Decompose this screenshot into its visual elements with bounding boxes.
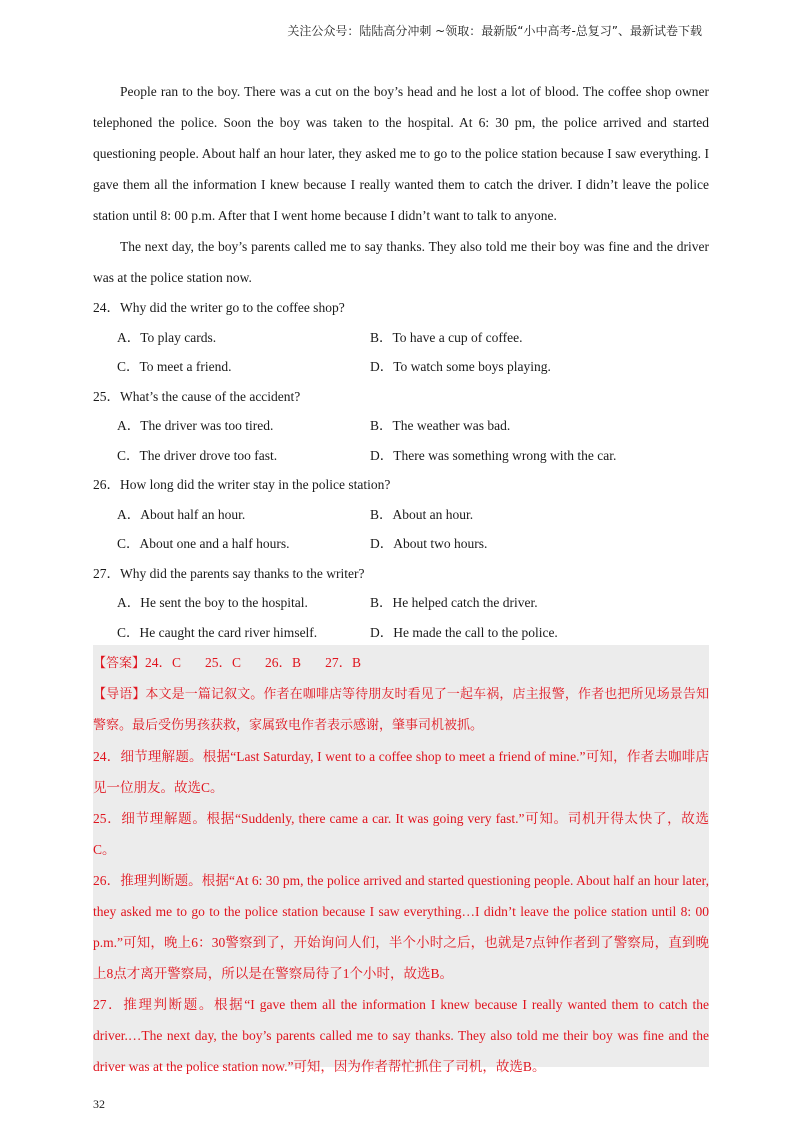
passage-paragraph-1: People ran to the boy. There was a cut on the boy’s head and he lost a lot of blood. The coffee shop owner telephoned the police. Soon the boy was taken to the hospital. At 6: 30 pm, the police arrived and started questioning people. About half an hour later, they asked me to go to the police station because I saw everything. I gave them all the information I knew because I really wanted them to catch the driver. I didn’t leave the police station until 8: 00 p.m. After that I went home because I didn’t want to talk to anyone. (93, 84, 709, 223)
passage-paragraph-2: The next day, the boy’s parents called me to say thanks. They also told me their boy was fine and the driver was at the police station now. (93, 239, 709, 285)
answer-key: 24．C (145, 655, 182, 670)
question-26 (93, 470, 709, 559)
option-d: D．About two hours. (370, 536, 488, 551)
question-stem: 25．What’s the cause of the accident? (93, 388, 301, 404)
option-a: A．He sent the boy to the hospital. (117, 595, 308, 610)
option-c: C．To meet a friend. (117, 359, 232, 374)
option-b: B．He helped catch the driver. (370, 595, 538, 610)
page-number: 32 (93, 1097, 105, 1111)
option-b: B．The weather was bad. (370, 418, 511, 433)
explanation-27: 27．推理判断题。根据“I gave them all the information I knew because I really wanted them to catch the driver.…The next day, the boy’s parents called me to say thanks. They also told me their boy was fine and the driver was at the police station now.”可知，因为作者帮忙抓住了司机，故选B。 (93, 997, 709, 1074)
explanation-26: 26．推理判断题。根据“At 6: 30 pm, the police arrived and started questioning people. About half an hour later, they asked me to go to the police station because I saw everything…I didn’t leave the police station until 8: 00 p.m.”可知，晚上6：30警察到了，开始询问人们，半个小时之后，也就是7点钟作者到了警察局，直到晚上8点才离开警察局，所以是在警察局待了1个小时，故选B。 (93, 873, 709, 981)
answer-section (93, 645, 709, 1074)
answer-key: 27．B (325, 655, 362, 670)
question-stem: 26．How long did the writer stay in the police station? (93, 477, 391, 492)
option-c: C．About one and a half hours. (117, 536, 290, 551)
option-a: A．To play cards. (117, 329, 217, 345)
option-a: A．The driver was too tired. (117, 418, 274, 433)
answer-guide: 【导语】本文是一篇记叙文。作者在咖啡店等待朋友时看见了一起车祸，店主报警，作者也把所见场景告知警察。最后受伤男孩获救，家属致电作者表示感谢，肇事司机被抓。 (93, 687, 709, 733)
option-b: B．To have a cup of coffee. (370, 329, 523, 345)
reading-section (93, 76, 709, 647)
answer-key: 26．B (265, 655, 302, 670)
option-d: D．There was something wrong with the car. (370, 447, 617, 463)
question-27 (93, 559, 709, 648)
answer-key: 25．C (205, 655, 242, 670)
answer-label: 【答案】 (93, 656, 146, 671)
header-text: 关注公众号：陆陆高分冲刺 ~领取：最新版“小中高考-总复习”、最新试卷下载 (287, 24, 702, 38)
question-stem: 24．Why did the writer go to the coffee shop? (93, 300, 345, 315)
option-d: D．He made the call to the police. (370, 624, 558, 640)
option-b: B．About an hour. (370, 506, 474, 522)
option-d: D．To watch some boys playing. (370, 359, 551, 374)
explanation-24: 24．细节理解题。根据“Last Saturday, I went to a coffee shop to meet a friend of mine.”可知，作者去咖啡店见一位朋友。故选C。 (93, 749, 709, 795)
option-c: C．The driver drove too fast. (117, 447, 278, 463)
question-24 (93, 293, 709, 382)
option-c: C．He caught the card river himself. (117, 624, 318, 640)
question-25 (93, 382, 709, 471)
explanation-25: 25．细节理解题。根据“Suddenly, there came a car. It was going very fast.”可知。司机开得太快了，故选C。 (93, 811, 709, 857)
option-a: A．About half an hour. (117, 506, 246, 522)
answer-keys (93, 647, 709, 679)
question-stem: 27．Why did the parents say thanks to the writer? (93, 565, 365, 581)
